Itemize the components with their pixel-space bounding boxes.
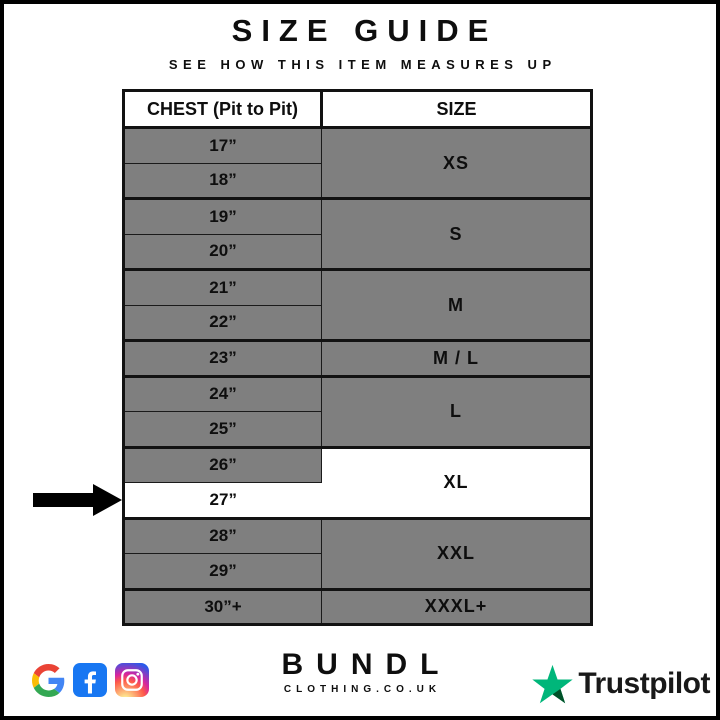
trustpilot-star-icon <box>532 664 573 705</box>
table-row <box>124 589 592 625</box>
table-row <box>124 447 592 483</box>
chest-cell: 26” <box>124 447 322 483</box>
size-cell: L <box>322 376 592 447</box>
size-cell: M / L <box>322 341 592 377</box>
size-cell: M <box>322 270 592 341</box>
chest-cell: 25” <box>124 412 322 448</box>
chest-cell: 23” <box>124 341 322 377</box>
page-subtitle: SEE HOW THIS ITEM MEASURES UP <box>168 57 557 72</box>
chest-cell: 22” <box>124 305 322 341</box>
table-row <box>124 128 592 164</box>
chest-cell: 17” <box>124 128 322 164</box>
trustpilot-label: Trustpilot <box>578 667 710 700</box>
social-icons <box>32 663 149 697</box>
size-guide-table <box>122 89 593 626</box>
trustpilot-logo[interactable] <box>532 662 710 706</box>
chest-cell: 21” <box>124 270 322 306</box>
table-row <box>124 199 592 235</box>
google-icon[interactable] <box>32 664 65 697</box>
instagram-icon[interactable] <box>115 663 149 697</box>
chest-cell: 19” <box>124 199 322 235</box>
facebook-icon[interactable] <box>73 663 107 697</box>
table-row <box>124 518 592 554</box>
pointer-arrow-icon <box>33 483 123 517</box>
brand-logo <box>269 648 452 695</box>
chest-cell: 28” <box>124 518 322 554</box>
table-row <box>124 270 592 306</box>
chest-cell-highlighted: 27” <box>124 483 322 519</box>
table-header-row <box>124 91 592 128</box>
column-header-size: SIZE <box>322 91 592 128</box>
brand-name: BUNDL <box>281 648 452 681</box>
chest-cell: 29” <box>124 554 322 590</box>
brand-tagline: CLOTHING.CO.UK <box>283 684 442 695</box>
chest-cell: 20” <box>124 234 322 270</box>
size-cell: XXL <box>322 518 592 589</box>
chest-cell: 24” <box>124 376 322 412</box>
table-row <box>124 341 592 377</box>
size-cell: S <box>322 199 592 270</box>
chest-cell: 18” <box>124 163 322 199</box>
chest-cell: 30”+ <box>124 589 322 625</box>
size-cell: XXXL+ <box>322 589 592 625</box>
page-title: SIZE GUIDE <box>231 13 498 48</box>
column-header-chest: CHEST (Pit to Pit) <box>124 91 322 128</box>
size-cell: XS <box>322 128 592 199</box>
size-cell-highlighted: XL <box>322 447 592 518</box>
table-row <box>124 376 592 412</box>
